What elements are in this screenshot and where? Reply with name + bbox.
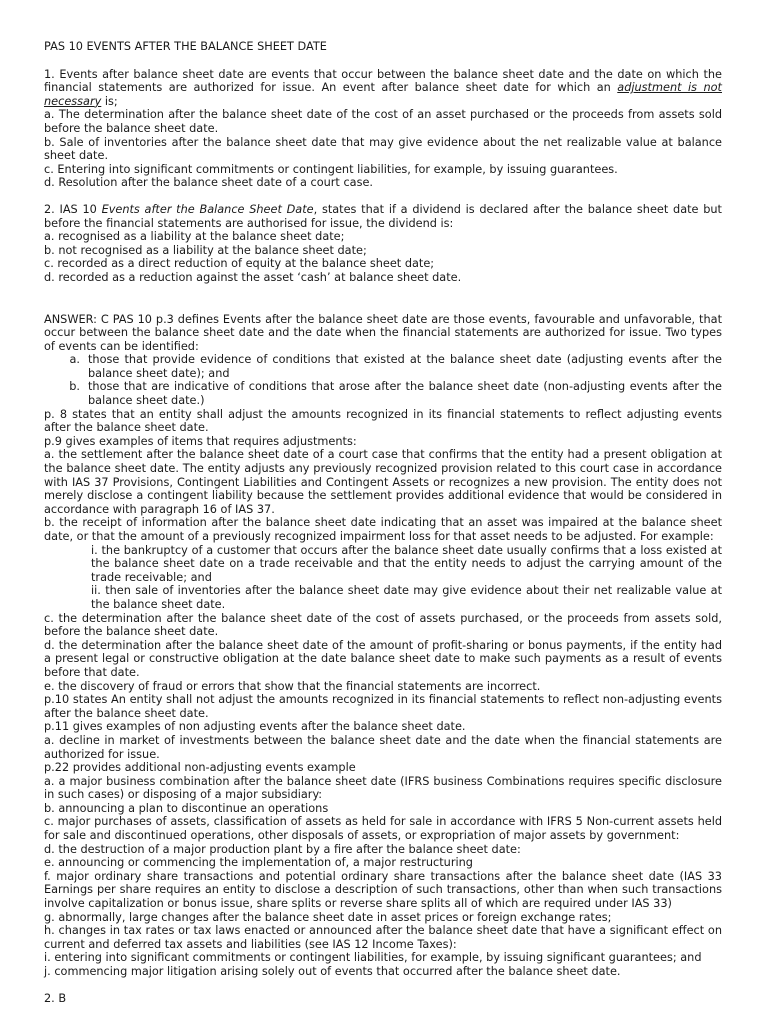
option-d: d. recorded as a reduction against the asset ‘cash’ at balance sheet date. (44, 270, 462, 284)
answer-2: 2. B (44, 991, 67, 1005)
option-b: b. not recognised as a liability at the balance sheet date; (44, 243, 367, 257)
question-2 (44, 203, 722, 285)
option-d: d. Resolution after the balance sheet date of a court case. (44, 176, 374, 190)
paragraph: h. changes in tax rates or tax laws enacted or announced after the balance sheet date that have a significant effect on current and deferred tax assets and liabilities (see IAS 12 Income Taxes): (44, 924, 722, 951)
paragraph: j. commencing major litigation arising solely out of events that occurred after the balance sheet date. (44, 965, 621, 978)
paragraph: p.10 states An entity shall not adjust the amounts recognized in its financial statements to reflect non-adjusting events after the balance sheet date. (44, 693, 722, 720)
paragraph: d. the destruction of a major production plant by a fire after the balance sheet date: (44, 842, 521, 856)
paragraph: p.9 gives examples of items that requires adjustments: (44, 434, 357, 448)
paragraph: a. decline in market of investments between the balance sheet date and the date when the financial statements are authorized for issue. (44, 733, 722, 761)
answer-intro: ANSWER: C PAS 10 p.3 defines Events after the balance sheet date are those events, favourable and unfavorable, that occur between the balance sheet date and the date when the financial statements are authorized for issue. Two types of events can be identified: (44, 312, 722, 353)
question-1-stem: 1. Events after balance sheet date are events that occur between the balance sheet date and the date on which the financial statements are authorized for issue. An event after balance sheet date for which an adjustment is not necessary is; (44, 67, 722, 108)
option-c: c. Entering into significant commitments or contingent liabilities, for example, by issuing guarantees. (44, 162, 618, 176)
list-item: b. those that are indicative of conditions that arose after the balance sheet date (non-adjusting events after the balance sheet date.) (69, 380, 722, 408)
paragraph: b. announcing a plan to discontinue an operations (44, 801, 329, 815)
option-c: c. recorded as a direct reduction of equity at the balance sheet date; (44, 257, 435, 271)
paragraph: a. the settlement after the balance sheet date of a court case that confirms that the entity had a present obligation at the balance sheet date. The entity adjusts any previously recognized provision related to this court case in accordance with IAS 37 Provisions, Contingent Liabilities and Contingent Assets or recognizes a new provision. The entity does not merely disclose a contingent liability because the settlement provides additional evidence that would be considered in accordance with paragraph 16 of IAS 37. (44, 448, 722, 516)
paragraph: e. the discovery of fraud or errors that show that the financial statements are incorrect. (44, 679, 541, 693)
sub-item: i. the bankruptcy of a customer that occurs after the balance sheet date usually confirms that a loss existed at the balance sheet date on a trade receivable and that the entity needs to adjust the carrying amount of the trade receivable; and (91, 543, 722, 584)
spacer (44, 979, 722, 992)
spacer (44, 190, 722, 203)
option-a: a. recognised as a liability at the balance sheet date; (44, 230, 345, 244)
document-page (44, 40, 722, 1005)
paragraph: d. the determination after the balance sheet date of the amount of profit-sharing or bonus payments, if the entity had a present legal or constructive obligation at the date balance sheet date to make such payments as a result of events before that date. (44, 638, 722, 679)
spacer (44, 285, 722, 313)
document-title: PAS 10 EVENTS AFTER THE BALANCE SHEET DATE (44, 40, 327, 53)
option-b: b. Sale of inventories after the balance sheet date that may give evidence about the net realizable value at balance sheet date. (44, 135, 722, 163)
paragraph: a. a major business combination after the balance sheet date (IFRS business Combinations requires specific disclosure in such cases) or disposing of a major subsidiary: (44, 774, 722, 802)
paragraph: i. entering into significant commitments or contingent liabilities, for example, by issuing significant guarantees; and (44, 951, 702, 965)
question-2-stem: 2. IAS 10 Events after the Balance Sheet Date, states that if a dividend is declared after the balance sheet date but before the financial statements are authorised for issue, the dividend is: (44, 202, 722, 230)
paragraph: c. major purchases of assets, classification of assets as held for sale in accordance with IFRS 5 Non-current assets held for sale and discontinued operations, other disposals of assets, or expropriation of major assets by government: (44, 815, 722, 843)
paragraph: f. major ordinary share transactions and potential ordinary share transactions after the balance sheet date (IAS 33 Earnings per share requires an entity to disclose a description of such transactions, other than when such transactions involve capitalization or bonus issue, share splits or reverse share splits all of which are required under IAS 33) (44, 869, 722, 911)
paragraph: p.11 gives examples of non adjusting events after the balance sheet date. (44, 720, 466, 734)
option-a: a. The determination after the balance sheet date of the cost of an asset purchased or the proceeds from assets sold before the balance sheet date. (44, 108, 722, 135)
list-item: a. those that provide evidence of conditions that existed at the balance sheet date (adjusting events after the balance sheet date); and (69, 353, 722, 380)
question-1 (44, 68, 722, 190)
answer-section (44, 313, 722, 979)
paragraph: c. the determination after the balance sheet date of the cost of assets purchased, or the proceeds from assets sold, before the balance sheet date. (44, 611, 722, 639)
paragraph: p. 8 states that an entity shall adjust the amounts recognized in its financial statements to reflect adjusting events after the balance sheet date. (44, 407, 722, 435)
paragraph: g. abnormally, large changes after the balance sheet date in asset prices or foreign exchange rates; (44, 910, 612, 924)
paragraph: b. the receipt of information after the balance sheet date indicating that an asset was impaired at the balance sheet date, or that the amount of a previously recognized impairment loss for that asset needs to be adjusted. For example: (44, 516, 722, 543)
emphasis-text: Events after the Balance Sheet Date (101, 202, 314, 216)
paragraph: p.22 provides additional non-adjusting events example (44, 761, 356, 775)
sub-item: ii. then sale of inventories after the balance sheet date may give evidence about their net realizable value at the balance sheet date. (91, 584, 722, 611)
paragraph: e. announcing or commencing the implementation of, a major restructuring (44, 856, 473, 870)
emphasis-text: adjustment is not necessary (44, 81, 722, 108)
